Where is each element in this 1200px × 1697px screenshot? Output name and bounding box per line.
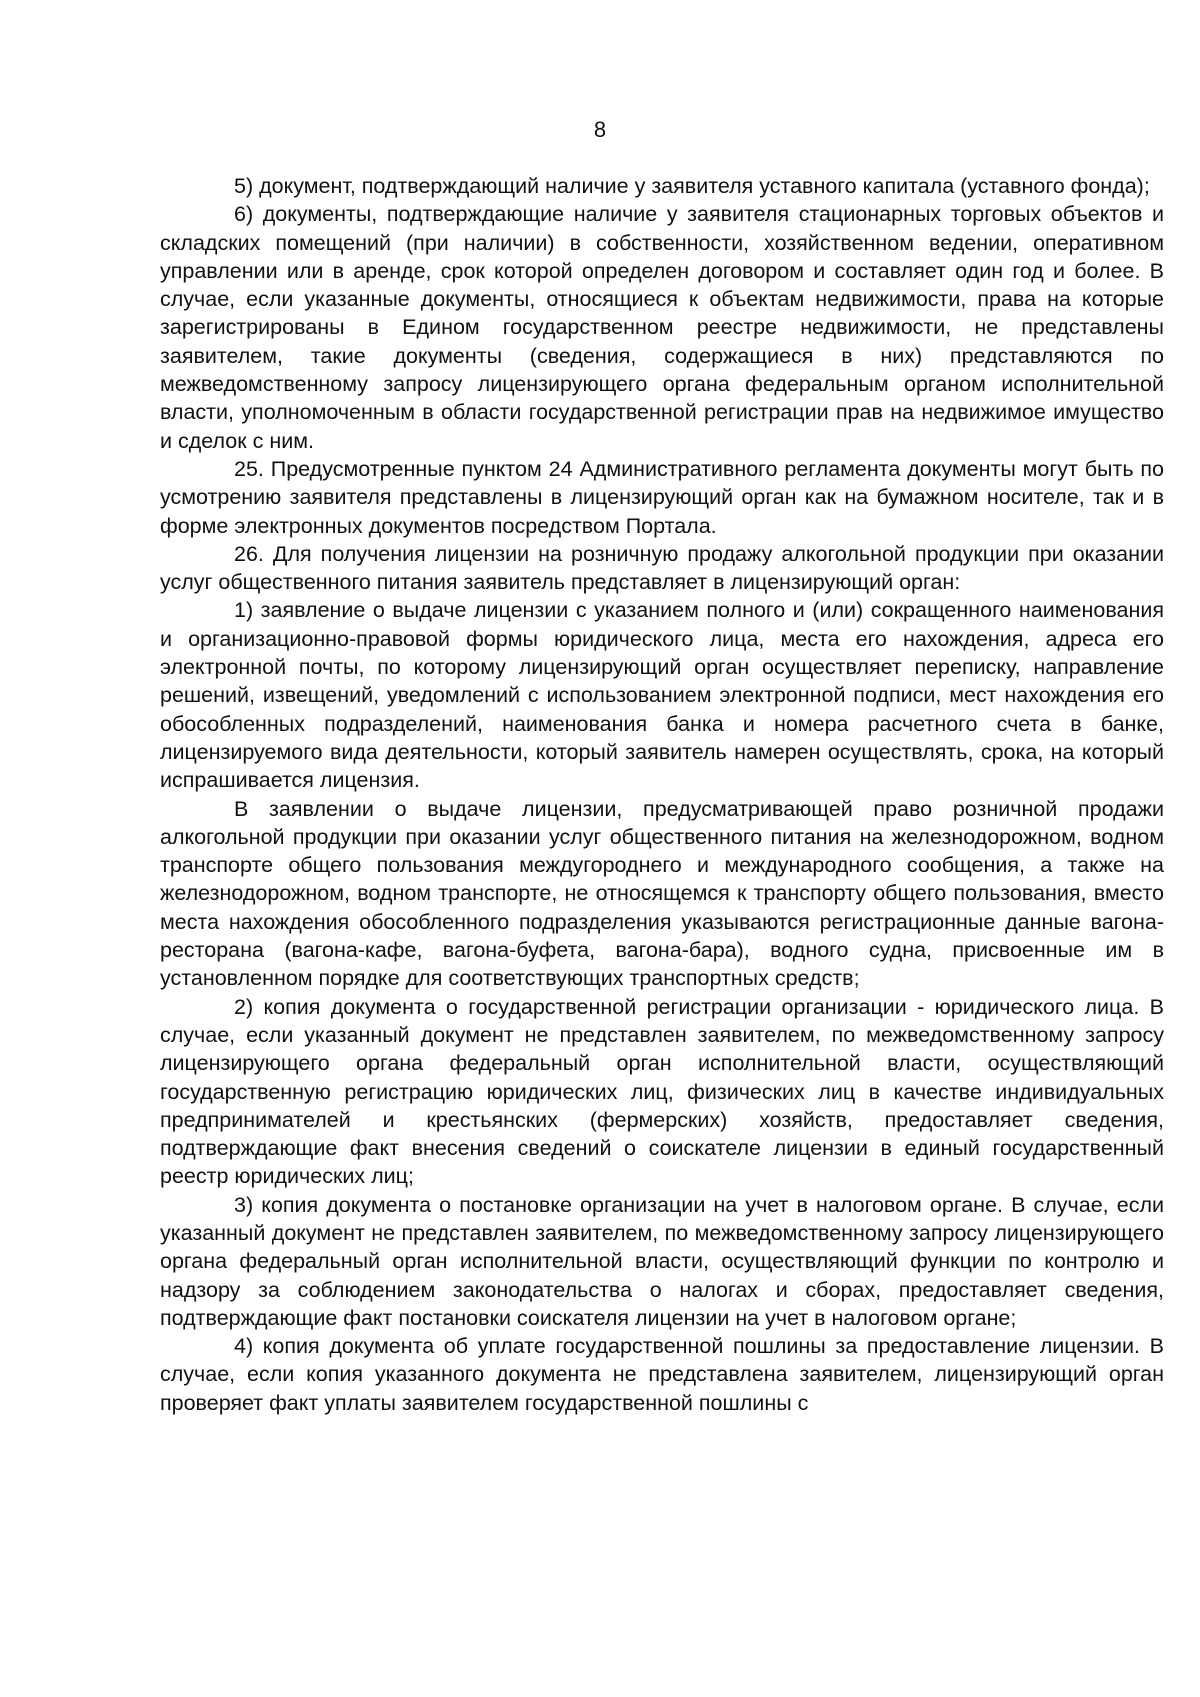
paragraph-application-note: В заявлении о выдаче лицензии, предусматривающей право розничной продажи алкогольной продукции при оказании услуг общественного питания на железнодорожном, водном транспорте общего пользования междугороднего и международного сообщения, а также на железнодорожном, водном транспорте, не относящемся к транспорту общего пользования, вместо места нахождения обособленного подразделения указываются регистрационные данные вагона-ресторана (вагона-кафе, вагона-буфета, вагона-бара), водного судна, присвоенные им в установленном порядке для соответствующих транспортных средств; bbox=[160, 796, 1164, 991]
paragraph-clause-26: 26. Для получения лицензии на розничную продажу алкогольной продукции при оказании услуг общественного питания заявитель представляет в лицензирующий орган: bbox=[160, 541, 1164, 595]
paragraph-item-4: 4) копия документа об уплате государственной пошлины за предоставление лицензии. В случае, если копия указанного документа не представлена заявителем, лицензирующий орган проверяет факт уплаты заявителем государственной пошлины с bbox=[160, 1334, 1164, 1415]
paragraph-item-6: 6) документы, подтверждающие наличие у заявителя стационарных торговых объектов и складских помещений (при наличии) в собственности, хозяйственном ведении, оперативном управлении или в аренде, срок которой определен договором и составляет один год и более. В случае, если указанные документы, относящиеся к объектам недвижимости, права на которые зарегистрированы в Едином государственном реестре недвижимости, не представлены заявителем, такие документы (сведения, содержащиеся в них) представляются по межведомственному запросу лицензирующего органа федеральным органом исполнительной власти, уполномоченным в области государственной регистрации прав на недвижимое имущество и сделок с ним. bbox=[160, 202, 1164, 453]
paragraph-item-2: 2) копия документа о государственной регистрации организации - юридического лица. В случае, если указанный документ не представлен заявителем, по межведомственному запросу лицензирующего органа федеральный орган исполнительной власти, осуществляющий государственную регистрацию юридических лиц, физических лиц в качестве индивидуальных предпринимателей и крестьянских (фермерских) хозяйств, предоставляет сведения, подтверждающие факт внесения сведений о соискателе лицензии в единый государственный реестр юридических лиц; bbox=[160, 994, 1164, 1189]
paragraph-clause-25: 25. Предусмотренные пунктом 24 Административного регламента документы могут быть по усмотрению заявителя представлены в лицензирующий орган как на бумажном носителе, так и в форме электронных документов посредством Портала. bbox=[160, 456, 1164, 538]
page-number: 8 bbox=[593, 117, 607, 142]
paragraph-item-3: 3) копия документа о постановке организации на учет в налоговом органе. В случае, если указанный документ не представлен заявителем, по межведомственному запросу лицензирующего органа федеральный орган исполнительной власти, осуществляющий функции по контролю и надзору за соблюдением законодательства о налогах и сборах, предоставляет сведения, подтверждающие факт постановки соискателя лицензии на учет в налоговом органе; bbox=[160, 1192, 1164, 1330]
paragraph-item-5: 5) документ, подтверждающий наличие у заявителя уставного капитала (уставного фонда); bbox=[234, 174, 1150, 198]
paragraph-item-1: 1) заявление о выдаче лицензии с указанием полного и (или) сокращенного наименования и организационно-правовой формы юридического лица, места его нахождения, адреса его электронной почты, по которому лицензирующий орган осуществляет переписку, направление решений, извещений, уведомлений с использованием электронной подписи, мест нахождения его обособленных подразделений, наименования банка и номера расчетного счета в банке, лицензируемого вида деятельности, который заявитель намерен осуществлять, срока, на который испрашивается лицензия. bbox=[160, 598, 1164, 793]
document-body bbox=[160, 172, 1164, 1417]
